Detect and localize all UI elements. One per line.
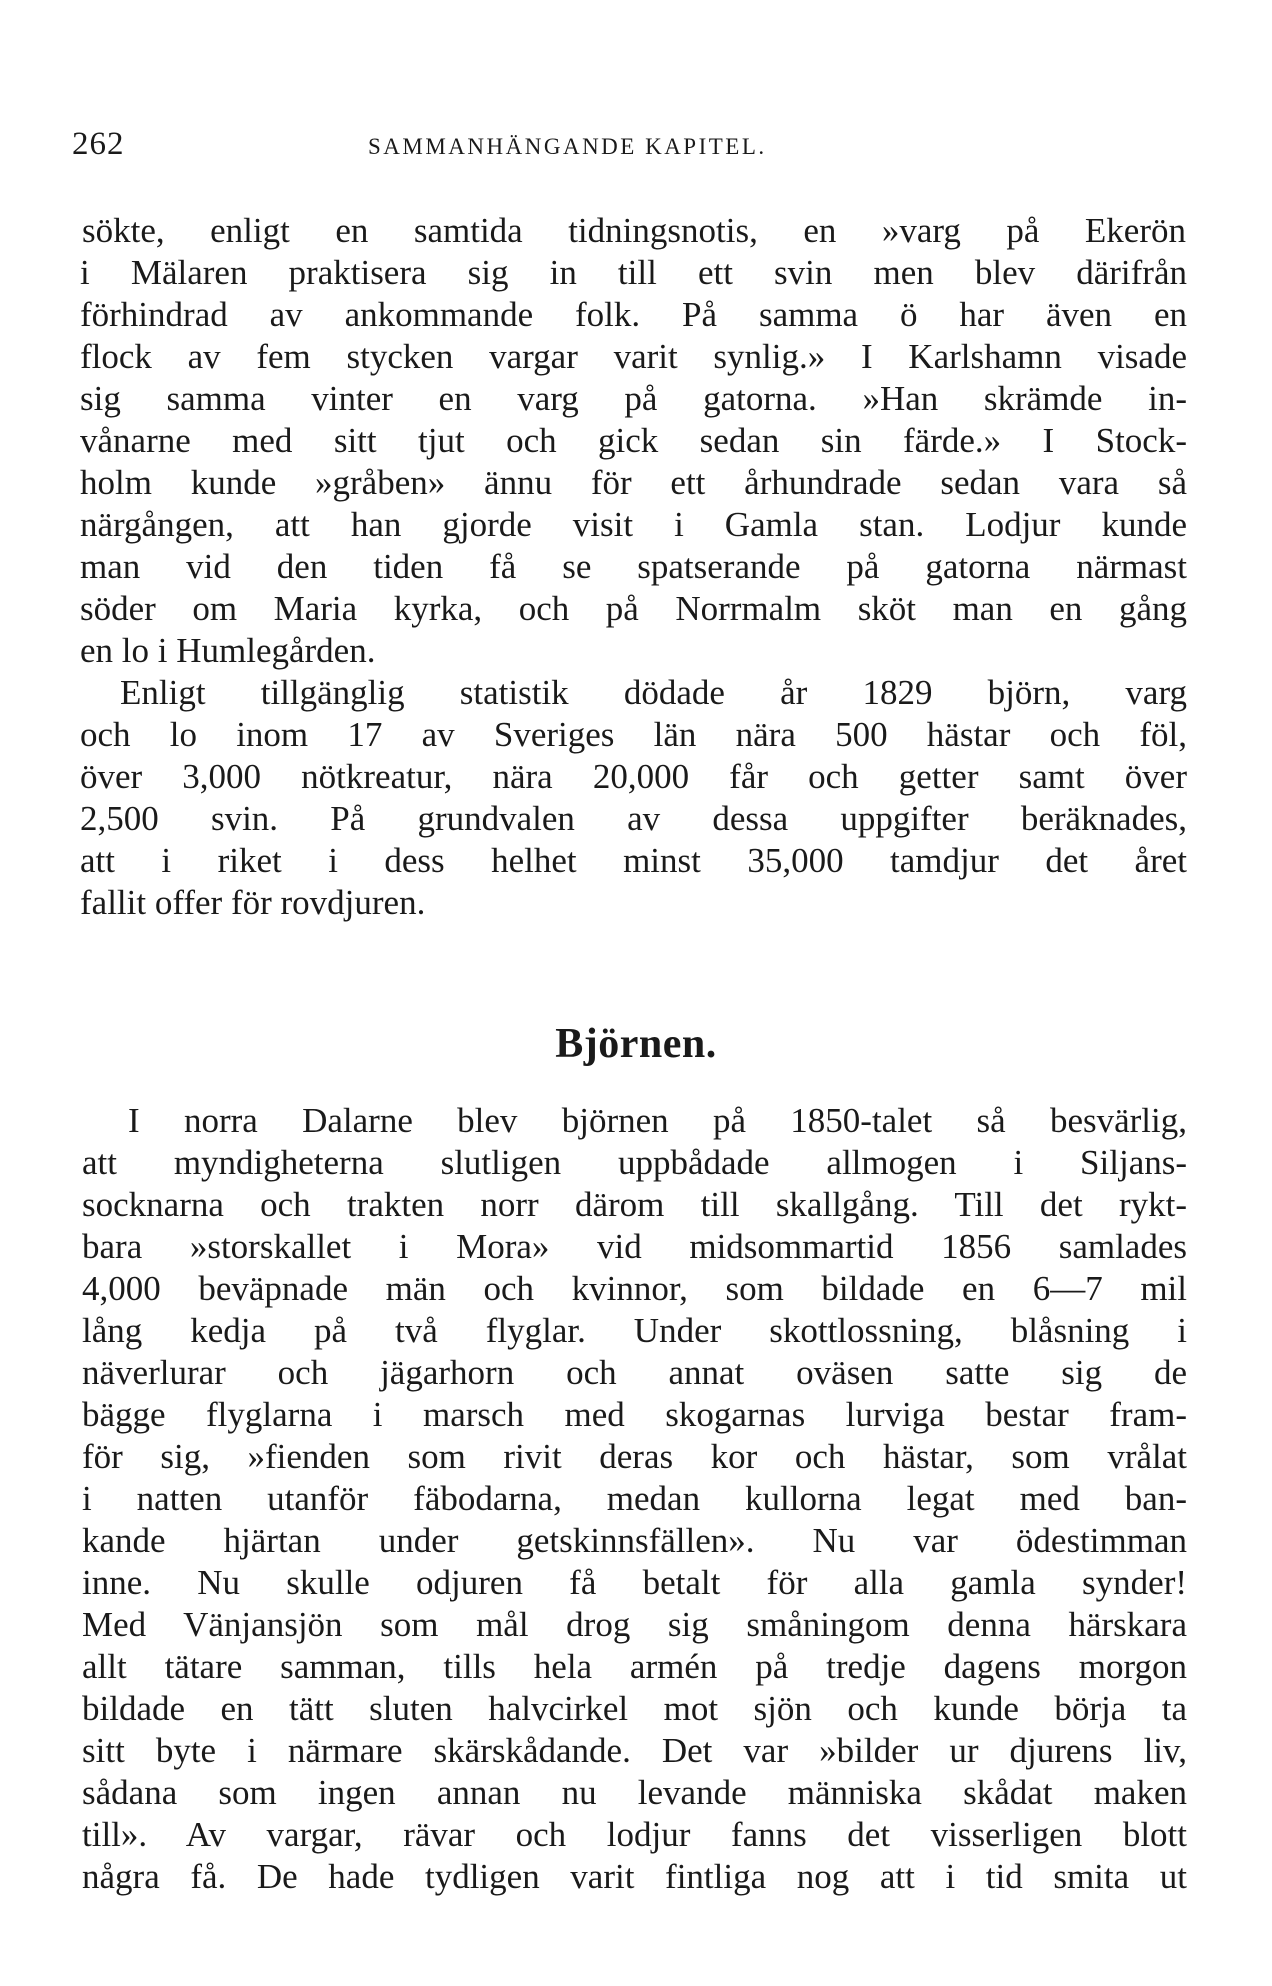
body-line: sökte, enligt en samtida tidningsnotis, en »varg på Ekerön [82, 211, 1186, 250]
body-line: lång kedja på två flyglar. Under skottlossning, blåsning i [82, 1311, 1187, 1350]
body-line: sig samma vinter en varg på gatorna. »Han skrämde in- [80, 379, 1187, 418]
body-line: över 3,000 nötkreatur, nära 20,000 får och getter samt över [80, 757, 1187, 796]
body-line: flock av fem stycken vargar varit synlig.» I Karlshamn visade [80, 337, 1187, 376]
body-line: bägge flyglarna i marsch med skogarnas lurviga bestar fram- [82, 1395, 1187, 1434]
body-line: några få. De hade tydligen varit fintliga nog att i tid smita ut [82, 1857, 1187, 1896]
running-head: SAMMANHÄNGANDE KAPITEL. [368, 134, 767, 159]
body-line: holm kunde »gråben» ännu för ett århundrade sedan vara så [80, 463, 1187, 502]
body-line: 2,500 svin. På grundvalen av dessa uppgifter beräknades, [80, 799, 1187, 838]
body-line: förhindrad av ankommande folk. På samma ö har även en [80, 295, 1187, 334]
body-line: en lo i Humlegården. [80, 631, 376, 670]
body-line: man vid den tiden få se spatserande på gatorna närmast [80, 547, 1187, 586]
body-line: fallit offer för rovdjuren. [80, 883, 426, 922]
section-heading: Björnen. [555, 1021, 717, 1067]
body-line: sådana som ingen annan nu levande människa skådat maken [82, 1773, 1187, 1812]
body-line: och lo inom 17 av Sveriges län nära 500 hästar och föl, [80, 715, 1187, 754]
body-line: inne. Nu skulle odjuren få betalt för alla gamla synder! [82, 1563, 1187, 1602]
body-line: allt tätare samman, tills hela armén på tredje dagens morgon [82, 1647, 1187, 1686]
body-line: 4,000 beväpnade män och kvinnor, som bildade en 6—7 mil [82, 1269, 1187, 1308]
body-line: till». Av vargar, rävar och lodjur fanns det visserligen blott [82, 1815, 1187, 1854]
body-line: sitt byte i närmare skärskådande. Det var »bilder ur djurens liv, [82, 1731, 1187, 1770]
body-line: vånarne med sitt tjut och gick sedan sin färde.» I Stock- [80, 421, 1187, 460]
body-line: söder om Maria kyrka, och på Norrmalm sköt man en gång [80, 589, 1187, 628]
body-line: bildade en tätt sluten halvcirkel mot sjön och kunde börja ta [82, 1689, 1187, 1728]
page-number: 262 [72, 126, 125, 162]
body-line: att myndigheterna slutligen uppbådade allmogen i Siljans- [82, 1143, 1187, 1182]
body-line: kande hjärtan under getskinnsfällen». Nu var ödestimman [82, 1521, 1187, 1560]
body-line: att i riket i dess helhet minst 35,000 tamdjur det året [80, 841, 1187, 880]
body-line: i Mälaren praktisera sig in till ett svin men blev därifrån [80, 253, 1187, 292]
body-line: för sig, »fienden som rivit deras kor och hästar, som vrålat [82, 1437, 1187, 1476]
body-line: Med Vänjansjön som mål drog sig småningom denna härskara [82, 1605, 1187, 1644]
body-line: I norra Dalarne blev björnen på 1850-talet så besvärlig, [128, 1101, 1187, 1140]
body-line: socknarna och trakten norr därom till skallgång. Till det rykt- [82, 1185, 1187, 1224]
body-line: bara »storskallet i Mora» vid midsommartid 1856 samlades [82, 1227, 1187, 1266]
body-line: Enligt tillgänglig statistik dödade år 1829 björn, varg [120, 673, 1187, 712]
body-line: näverlurar och jägarhorn och annat oväsen satte sig de [82, 1353, 1187, 1392]
body-line: närgången, att han gjorde visit i Gamla stan. Lodjur kunde [80, 505, 1187, 544]
body-line: i natten utanför fäbodarna, medan kullorna legat med ban- [82, 1479, 1187, 1518]
